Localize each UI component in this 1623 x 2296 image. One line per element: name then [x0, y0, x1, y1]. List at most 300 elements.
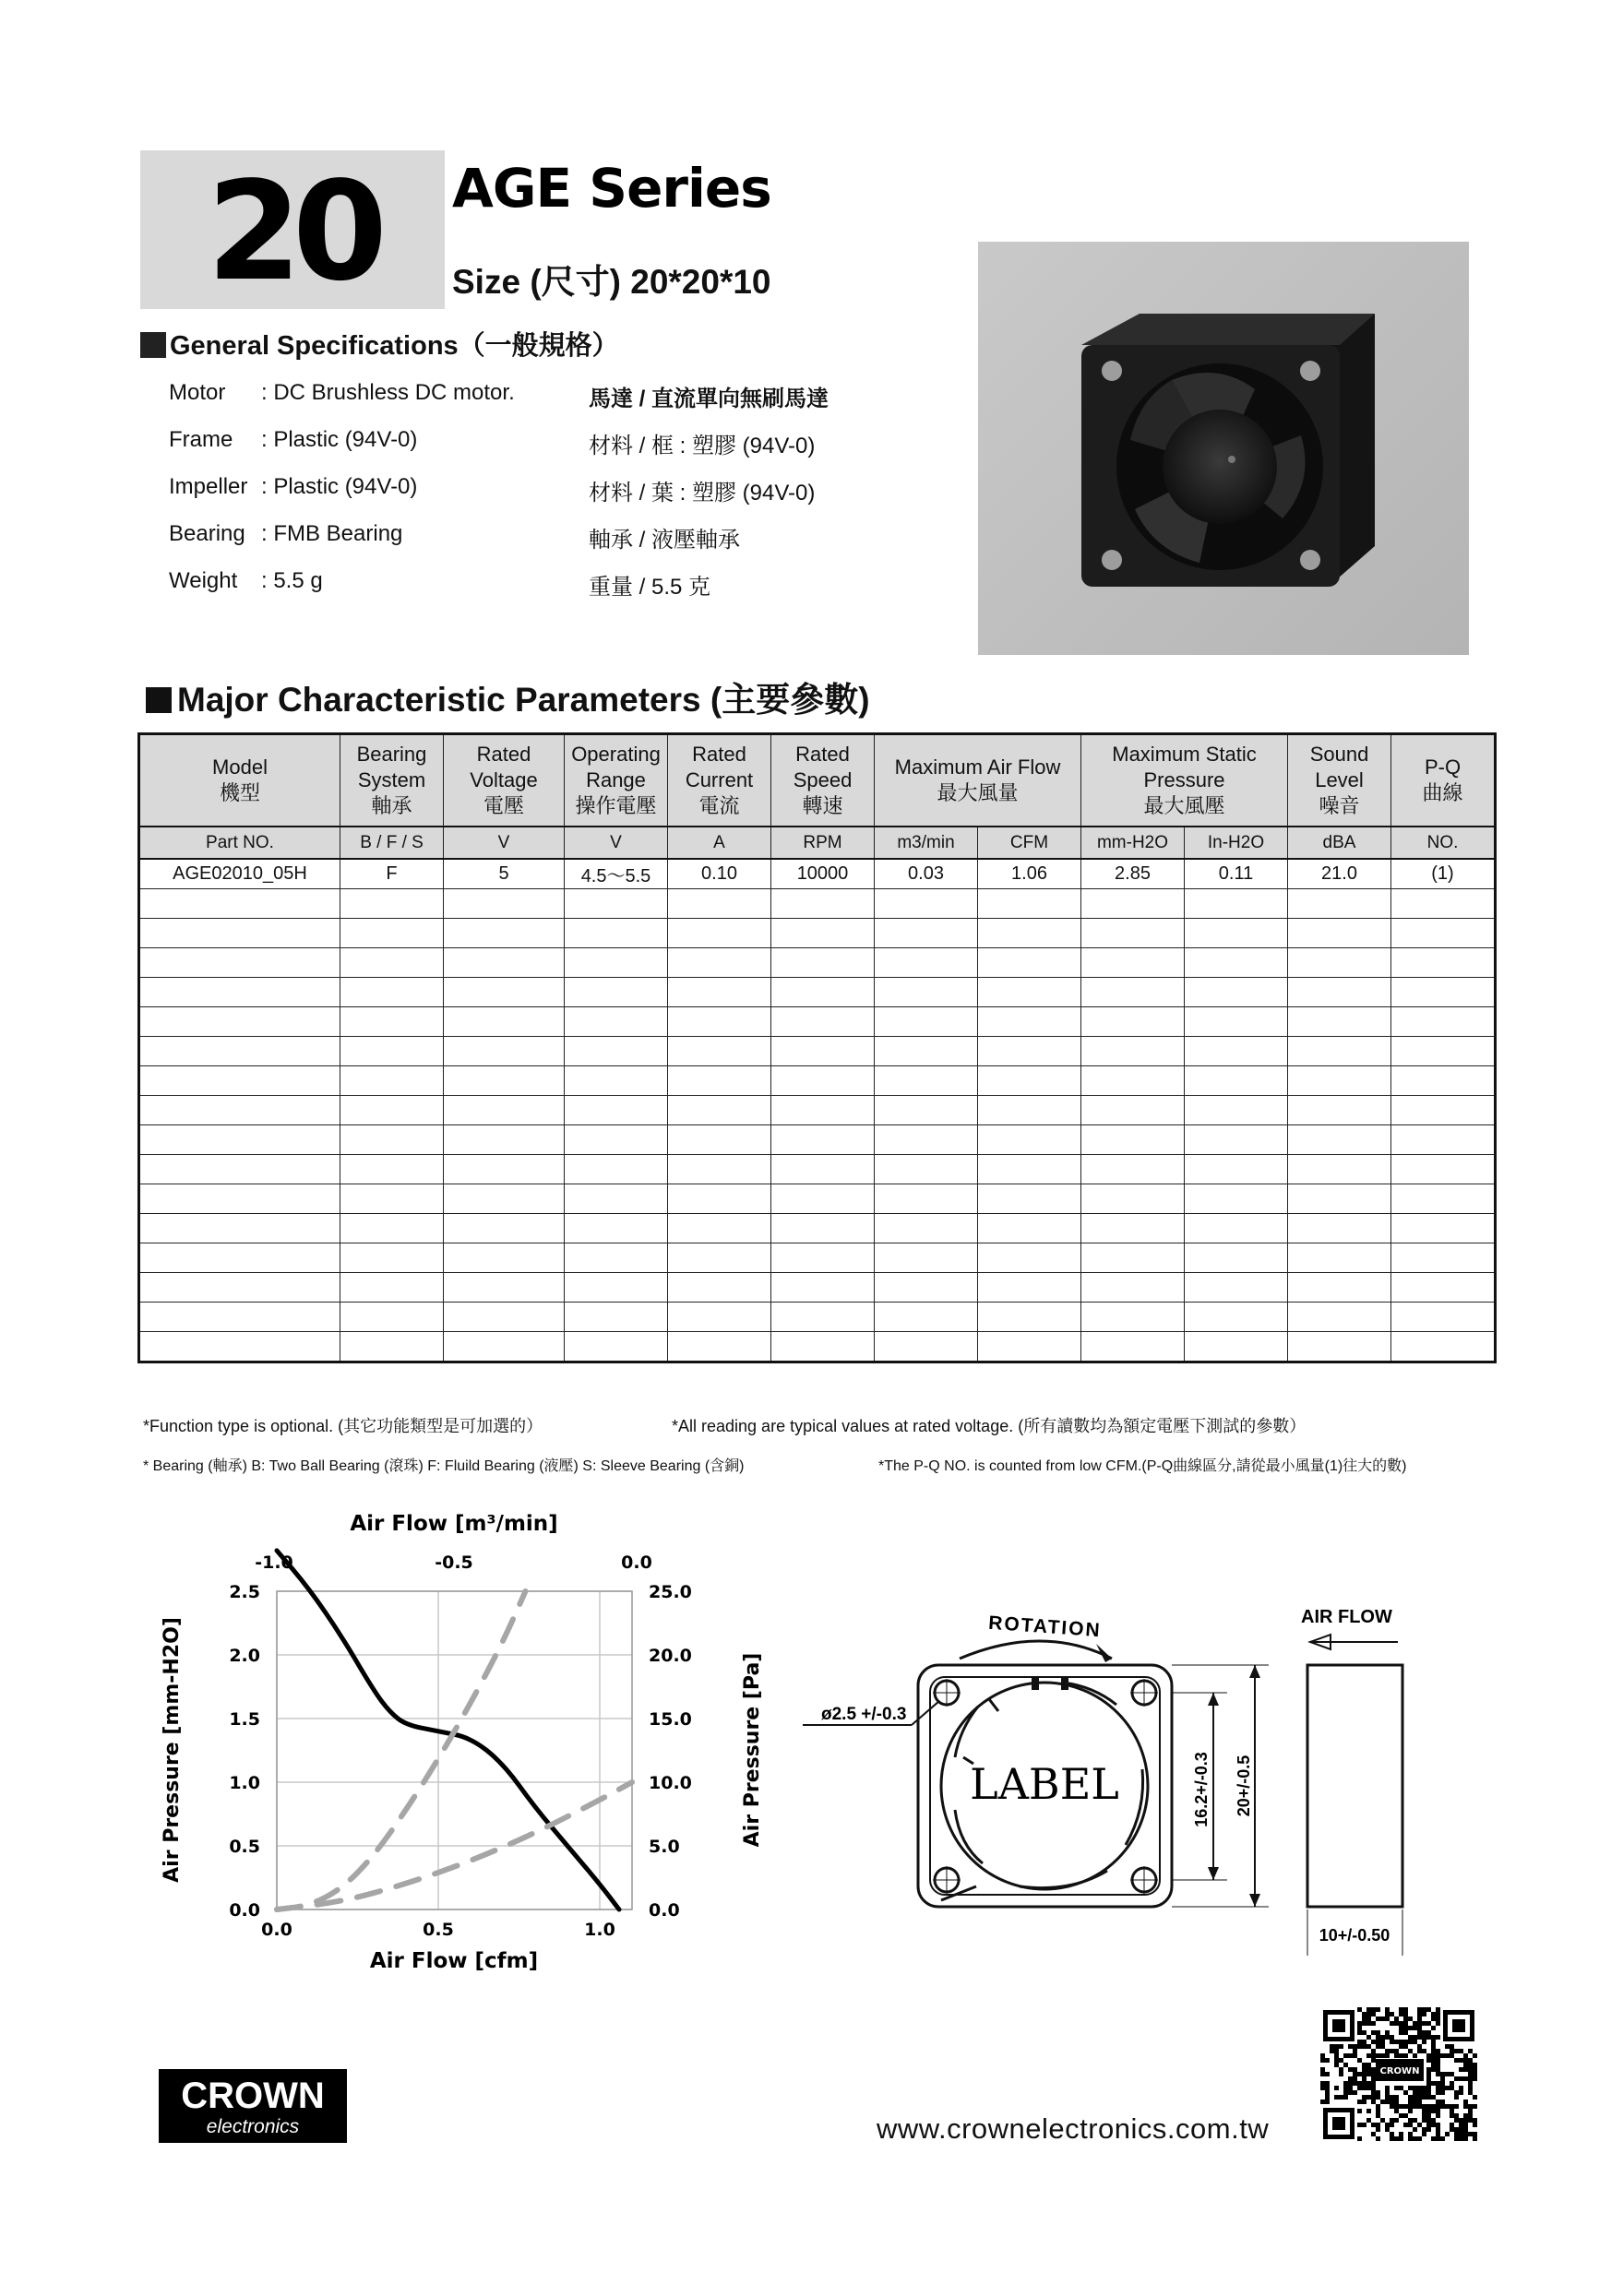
table-cell-empty	[1081, 1243, 1185, 1273]
table-cell-empty	[771, 919, 875, 948]
table-row-empty	[139, 919, 1496, 948]
table-cell-empty	[444, 1214, 565, 1243]
website-url[interactable]: www.crownelectronics.com.tw	[877, 2112, 1270, 2145]
table-cell-empty	[771, 978, 875, 1007]
unit-cell: CFM	[978, 827, 1081, 859]
table-cell-empty	[444, 1273, 565, 1303]
table-cell-empty	[565, 948, 668, 978]
table-cell: (1)	[1391, 859, 1496, 889]
spec-chinese: 軸承 / 液壓軸承	[589, 528, 741, 553]
x-tick-label: 1.0	[584, 1920, 615, 1940]
table-cell-empty	[1288, 1037, 1391, 1066]
table-cell-empty	[444, 1332, 565, 1362]
table-cell: 1.06	[978, 859, 1081, 889]
table-cell-empty	[444, 1007, 565, 1037]
table-cell-empty	[875, 1243, 978, 1273]
table-row-empty	[139, 1332, 1496, 1362]
unit-cell: m3/min	[875, 827, 978, 859]
table-row-empty	[139, 1066, 1496, 1096]
table-cell-empty	[340, 1066, 444, 1096]
spec-label: Frame	[169, 427, 233, 452]
table-cell-empty	[875, 978, 978, 1007]
table-cell-empty	[668, 1037, 771, 1066]
table-cell-empty	[1185, 978, 1288, 1007]
table-cell-empty	[444, 1066, 565, 1096]
table-cell-empty	[340, 1125, 444, 1155]
spec-chinese: 材料 / 框 : 塑膠 (94V-0)	[589, 434, 816, 458]
table-cell-empty	[875, 1273, 978, 1303]
table-cell-empty	[340, 1096, 444, 1125]
table-cell-empty	[1288, 919, 1391, 948]
table-cell-empty	[1081, 1184, 1185, 1214]
table-cell-empty	[1185, 1243, 1288, 1273]
table-cell-empty	[139, 1037, 340, 1066]
y2-axis-label: Air Pressure [Pa]	[741, 1652, 764, 1848]
table-cell-empty	[1185, 1303, 1288, 1332]
table-cell-empty	[978, 889, 1081, 919]
spec-chinese: 重量 / 5.5 克	[589, 575, 711, 600]
table-cell-empty	[1185, 1155, 1288, 1184]
size-number: 20	[207, 152, 378, 311]
table-cell-empty	[978, 1096, 1081, 1125]
table-cell-empty	[1185, 1037, 1288, 1066]
table-cell-empty	[668, 1332, 771, 1362]
spec-value: : FMB Bearing	[261, 521, 403, 546]
table-cell-empty	[1185, 1066, 1288, 1096]
table-cell-empty	[565, 1037, 668, 1066]
table-cell: 5	[444, 859, 565, 889]
table-cell-empty	[1288, 1184, 1391, 1214]
table-cell-empty	[978, 1273, 1081, 1303]
spec-label: Impeller	[169, 474, 248, 499]
table-cell-empty	[978, 1243, 1081, 1273]
y-axis-label: Air Pressure [mm-H2O]	[161, 1617, 184, 1883]
unit-cell: In-H2O	[1185, 827, 1288, 859]
table-cell: AGE02010_05H	[139, 859, 340, 889]
table-cell-empty	[1081, 1303, 1185, 1332]
table-cell-empty	[771, 1125, 875, 1155]
unit-cell: dBA	[1288, 827, 1391, 859]
y2-tick-label: 10.0	[649, 1773, 692, 1793]
unit-cell: Part NO.	[139, 827, 340, 859]
table-cell-empty	[1391, 889, 1496, 919]
table-cell-empty	[565, 1096, 668, 1125]
table-cell-empty	[1288, 1155, 1391, 1184]
table-cell-empty	[1081, 948, 1185, 978]
rotation-label: ROTATION	[987, 1612, 1103, 1642]
spec-chinese: 馬達 / 直流單向無刷馬達	[589, 387, 829, 411]
table-cell-empty	[139, 1243, 340, 1273]
note-pq: *The P-Q NO. is counted from low CFM.(P-Q曲線區分,請從最小風量(1)往大的數)	[878, 1458, 1407, 1474]
spec-value: : 5.5 g	[261, 568, 323, 593]
table-cell-empty	[444, 1037, 565, 1066]
table-cell-empty	[1185, 919, 1288, 948]
table-row	[139, 859, 1496, 889]
table-cell-empty	[1391, 1243, 1496, 1273]
table-row-empty	[139, 1214, 1496, 1243]
table-cell-empty	[565, 1125, 668, 1155]
table-cell-empty	[340, 1007, 444, 1037]
table-cell-empty	[1391, 1155, 1496, 1184]
y2-tick-label: 25.0	[649, 1582, 692, 1602]
table-cell-empty	[875, 1303, 978, 1332]
table-cell-empty	[875, 1332, 978, 1362]
table-cell-empty	[1081, 1096, 1185, 1125]
table-cell-empty	[340, 1273, 444, 1303]
table-cell-empty	[565, 1273, 668, 1303]
table-cell-empty	[444, 1243, 565, 1273]
table-cell-empty	[1288, 1303, 1391, 1332]
header-cell: Operating Range 操作電壓	[565, 734, 668, 827]
spec-label: Bearing	[169, 521, 245, 546]
table-cell-empty	[1081, 1214, 1185, 1243]
table-cell-empty	[340, 978, 444, 1007]
table-cell-empty	[444, 1096, 565, 1125]
table-cell-empty	[978, 1155, 1081, 1184]
table-cell-empty	[978, 978, 1081, 1007]
fan-label: LABEL	[970, 1759, 1119, 1809]
table-cell-empty	[139, 1096, 340, 1125]
table-cell-empty	[875, 948, 978, 978]
table-cell-empty	[1288, 1066, 1391, 1096]
qr-label: CROWN	[1379, 2066, 1420, 2076]
table-cell-empty	[1185, 1007, 1288, 1037]
pq-curve-line	[277, 1551, 619, 1909]
major-params-heading: Major Characteristic Parameters (主要參數)	[146, 672, 870, 721]
table-row-empty	[139, 1125, 1496, 1155]
table-cell-empty	[668, 1303, 771, 1332]
table-cell-empty	[1288, 1273, 1391, 1303]
unit-cell: RPM	[771, 827, 875, 859]
table-cell-empty	[444, 1303, 565, 1332]
table-cell-empty	[139, 1332, 340, 1362]
header-cell: Rated Speed 轉速	[771, 734, 875, 827]
table-cell-empty	[139, 919, 340, 948]
header-cell: Sound Level 噪音	[1288, 734, 1391, 827]
table-cell-empty	[875, 1066, 978, 1096]
table-cell-empty	[1288, 1332, 1391, 1362]
unit-cell: NO.	[1391, 827, 1496, 859]
table-cell-empty	[340, 1243, 444, 1273]
table-cell-empty	[1185, 889, 1288, 919]
spec-chinese: 材料 / 葉 : 塑膠 (94V-0)	[589, 481, 816, 506]
table-cell-empty	[875, 1125, 978, 1155]
y2-tick-label: 15.0	[649, 1709, 692, 1730]
table-cell: 0.10	[668, 859, 771, 889]
table-cell-empty	[1391, 1214, 1496, 1243]
table-cell-empty	[340, 1184, 444, 1214]
table-cell: 0.11	[1185, 859, 1288, 889]
table-cell: F	[340, 859, 444, 889]
table-cell-empty	[1391, 1273, 1496, 1303]
table-cell-empty	[444, 1184, 565, 1214]
table-cell-empty	[1081, 1066, 1185, 1096]
y-tick-label: 1.0	[229, 1773, 260, 1793]
header-cell: Maximum Air Flow 最大風量	[875, 734, 1081, 827]
table-unit-row	[139, 827, 1496, 859]
table-cell-empty	[1391, 1332, 1496, 1362]
table-cell-empty	[340, 1214, 444, 1243]
table-cell-empty	[139, 1303, 340, 1332]
table-cell-empty	[444, 919, 565, 948]
table-cell-empty	[875, 1184, 978, 1214]
table-cell-empty	[1391, 1007, 1496, 1037]
table-cell-empty	[1081, 1125, 1185, 1155]
table-cell-empty	[875, 919, 978, 948]
table-cell-empty	[1185, 1332, 1288, 1362]
table-cell-empty	[565, 978, 668, 1007]
table-row-empty	[139, 1096, 1496, 1125]
table-cell-empty	[139, 1273, 340, 1303]
parameters-table	[137, 732, 1497, 1363]
table-cell-empty	[340, 1332, 444, 1362]
table-cell-empty	[875, 1155, 978, 1184]
table-cell-empty	[771, 1214, 875, 1243]
table-cell-empty	[139, 948, 340, 978]
x2-axis-label: Air Flow [m³/min]	[350, 1512, 558, 1536]
table-cell-empty	[978, 1037, 1081, 1066]
header-cell: Bearing System 軸承	[340, 734, 444, 827]
table-cell: 0.03	[875, 859, 978, 889]
table-cell-empty	[1081, 1332, 1185, 1362]
table-cell-empty	[668, 1096, 771, 1125]
table-cell-empty	[139, 1214, 340, 1243]
table-cell-empty	[1185, 948, 1288, 978]
chart-series	[277, 1551, 632, 1909]
x2-tick-label: 0.0	[621, 1552, 652, 1573]
table-cell-empty	[340, 1155, 444, 1184]
table-row-empty	[139, 1184, 1496, 1214]
inner-dimension: 16.2+/-0.3	[1192, 1752, 1211, 1827]
table-cell-empty	[340, 1037, 444, 1066]
table-cell-empty	[444, 978, 565, 1007]
header-cell: Maximum Static Pressure 最大風壓	[1081, 734, 1288, 827]
table-cell-empty	[444, 889, 565, 919]
header-cell: Model 機型	[139, 734, 340, 827]
heading-square-icon	[146, 687, 172, 713]
table-cell-empty	[1288, 948, 1391, 978]
spec-value: : DC Brushless DC motor.	[261, 380, 515, 405]
table-cell-empty	[1185, 1096, 1288, 1125]
airflow-label: AIR FLOW	[1301, 1607, 1392, 1627]
table-cell-empty	[139, 978, 340, 1007]
table-row-empty	[139, 948, 1496, 978]
table-cell-empty	[444, 1155, 565, 1184]
y2-tick-label: 20.0	[649, 1646, 692, 1666]
table-cell-empty	[978, 1184, 1081, 1214]
table-cell-empty	[1391, 978, 1496, 1007]
table-cell-empty	[565, 1332, 668, 1362]
table-row-empty	[139, 889, 1496, 919]
series-title: AGE Series	[452, 157, 771, 220]
table-cell-empty	[771, 1096, 875, 1125]
table-cell-empty	[340, 1303, 444, 1332]
table-cell-empty	[139, 1066, 340, 1096]
table-cell-empty	[668, 1184, 771, 1214]
table-cell-empty	[875, 1214, 978, 1243]
table-cell-empty	[978, 1066, 1081, 1096]
table-cell: 4.5～5.5	[565, 859, 668, 889]
product-photo	[978, 242, 1469, 655]
y-tick-label: 1.5	[229, 1709, 260, 1730]
table-cell-empty	[1081, 1155, 1185, 1184]
table-cell-empty	[1288, 1096, 1391, 1125]
table-cell-empty	[771, 1243, 875, 1273]
table-cell-empty	[139, 1007, 340, 1037]
table-cell-empty	[978, 1332, 1081, 1362]
y-tick-label: 0.5	[229, 1837, 260, 1857]
table-cell-empty	[565, 1214, 668, 1243]
table-cell-empty	[771, 948, 875, 978]
table-cell-empty	[1081, 1273, 1185, 1303]
table-cell-empty	[668, 1273, 771, 1303]
y-tick-label: 0.0	[229, 1900, 260, 1921]
table-cell-empty	[340, 889, 444, 919]
size-number-box	[140, 150, 445, 309]
table-cell-empty	[565, 1184, 668, 1214]
table-row-empty	[139, 1155, 1496, 1184]
table-cell-empty	[668, 1155, 771, 1184]
table-cell-empty	[340, 948, 444, 978]
pq-chart	[148, 1504, 812, 1983]
table-cell-empty	[139, 1155, 340, 1184]
heading-square-icon	[140, 332, 166, 358]
table-cell-empty	[978, 1007, 1081, 1037]
spec-value: : Plastic (94V-0)	[261, 474, 418, 499]
unit-cell: V	[565, 827, 668, 859]
fan-side-view	[1307, 1665, 1402, 1907]
table-cell-empty	[1185, 1273, 1288, 1303]
table-cell-empty	[771, 889, 875, 919]
table-cell-empty	[1391, 1037, 1496, 1066]
table-row-empty	[139, 1243, 1496, 1273]
rotation-arrow	[960, 1641, 1112, 1659]
header-cell: P-Q 曲線	[1391, 734, 1496, 827]
note-bearing: * Bearing (軸承) B: Two Ball Bearing (滾珠) F: Fluild Bearing (液壓) S: Sleeve Bearing (含銅)	[143, 1458, 745, 1474]
table-cell-empty	[668, 889, 771, 919]
x2-tick-label: -1.0	[255, 1552, 293, 1573]
table-cell-empty	[668, 1243, 771, 1273]
table-cell-empty	[1081, 1007, 1185, 1037]
table-cell-empty	[771, 1007, 875, 1037]
table-cell-empty	[771, 1273, 875, 1303]
y2-tick-label: 5.0	[649, 1837, 680, 1857]
table-cell-empty	[668, 1125, 771, 1155]
spec-label: Weight	[169, 568, 238, 593]
table-cell-empty	[668, 1066, 771, 1096]
table-cell-empty	[1288, 1243, 1391, 1273]
table-cell-empty	[1185, 1125, 1288, 1155]
unit-cell: A	[668, 827, 771, 859]
crown-logo: CROWN electronics	[159, 2069, 347, 2143]
table-cell-empty	[1391, 1125, 1496, 1155]
table-row-empty	[139, 1007, 1496, 1037]
table-cell-empty	[1288, 1125, 1391, 1155]
dimension-drawing	[794, 1568, 1495, 1965]
table-cell-empty	[340, 919, 444, 948]
table-cell-empty	[771, 1332, 875, 1362]
note-reading: *All reading are typical values at rated voltage. (所有讀數均為額定電壓下測試的參數）	[672, 1417, 1307, 1435]
chart-ticks	[229, 1552, 692, 1940]
table-row-empty	[139, 1037, 1496, 1066]
table-cell-empty	[1081, 978, 1185, 1007]
outer-dimension: 20+/-0.5	[1235, 1755, 1253, 1817]
table-cell-empty	[875, 889, 978, 919]
header-cell: Rated Voltage 電壓	[444, 734, 565, 827]
table-cell-empty	[771, 1303, 875, 1332]
series-size: Size (尺寸) 20*20*10	[452, 263, 771, 301]
x-tick-label: 0.0	[261, 1920, 292, 1940]
table-row-empty	[139, 1273, 1496, 1303]
table-row-empty	[139, 1303, 1496, 1332]
qr-code[interactable]	[1320, 2007, 1477, 2142]
table-cell-empty	[668, 1007, 771, 1037]
table-cell-empty	[139, 1125, 340, 1155]
table-cell-empty	[771, 1155, 875, 1184]
header-cell: Rated Current 電流	[668, 734, 771, 827]
table-cell-empty	[139, 889, 340, 919]
table-cell-empty	[139, 1184, 340, 1214]
table-cell-empty	[1081, 919, 1185, 948]
x-axis-label: Air Flow [cfm]	[369, 1949, 539, 1973]
unit-cell: mm-H2O	[1081, 827, 1185, 859]
table-cell-empty	[1391, 1096, 1496, 1125]
table-cell-empty	[771, 1066, 875, 1096]
table-cell-empty	[1391, 1303, 1496, 1332]
depth-dimension: 10+/-0.50	[1319, 1926, 1390, 1945]
table-cell: 2.85	[1081, 859, 1185, 889]
y-tick-label: 2.0	[229, 1646, 260, 1666]
table-cell-empty	[668, 1214, 771, 1243]
table-cell: 10000	[771, 859, 875, 889]
spec-value: : Plastic (94V-0)	[261, 427, 418, 452]
table-cell-empty	[668, 919, 771, 948]
table-cell-empty	[1391, 1066, 1496, 1096]
table-row-empty	[139, 978, 1496, 1007]
table-cell-empty	[1288, 889, 1391, 919]
table-cell-empty	[875, 1096, 978, 1125]
table-cell-empty	[771, 1037, 875, 1066]
unit-cell: V	[444, 827, 565, 859]
table-cell-empty	[1391, 948, 1496, 978]
table-cell-empty	[978, 1214, 1081, 1243]
table-cell-empty	[1185, 1214, 1288, 1243]
table-cell-empty	[1288, 978, 1391, 1007]
table-cell-empty	[1288, 1007, 1391, 1037]
table-cell-empty	[444, 948, 565, 978]
table-cell-empty	[565, 1303, 668, 1332]
table-cell-empty	[668, 948, 771, 978]
note-function: *Function type is optional. (其它功能類型是可加選的）	[143, 1417, 543, 1435]
table-cell-empty	[1081, 889, 1185, 919]
table-cell-empty	[978, 948, 1081, 978]
table-cell-empty	[444, 1125, 565, 1155]
spec-label: Motor	[169, 380, 226, 405]
table-cell-empty	[1288, 1214, 1391, 1243]
table-cell-empty	[565, 1243, 668, 1273]
table-cell-empty	[565, 1007, 668, 1037]
empty-rows	[139, 889, 1496, 1362]
table-cell-empty	[565, 889, 668, 919]
table-cell: 21.0	[1288, 859, 1391, 889]
table-cell-empty	[1185, 1184, 1288, 1214]
unit-cell: B / F / S	[340, 827, 444, 859]
table-cell-empty	[978, 1125, 1081, 1155]
table-cell-empty	[771, 1184, 875, 1214]
table-cell-empty	[875, 1037, 978, 1066]
x2-tick-label: -0.5	[435, 1552, 473, 1573]
table-header-row	[139, 734, 1496, 827]
